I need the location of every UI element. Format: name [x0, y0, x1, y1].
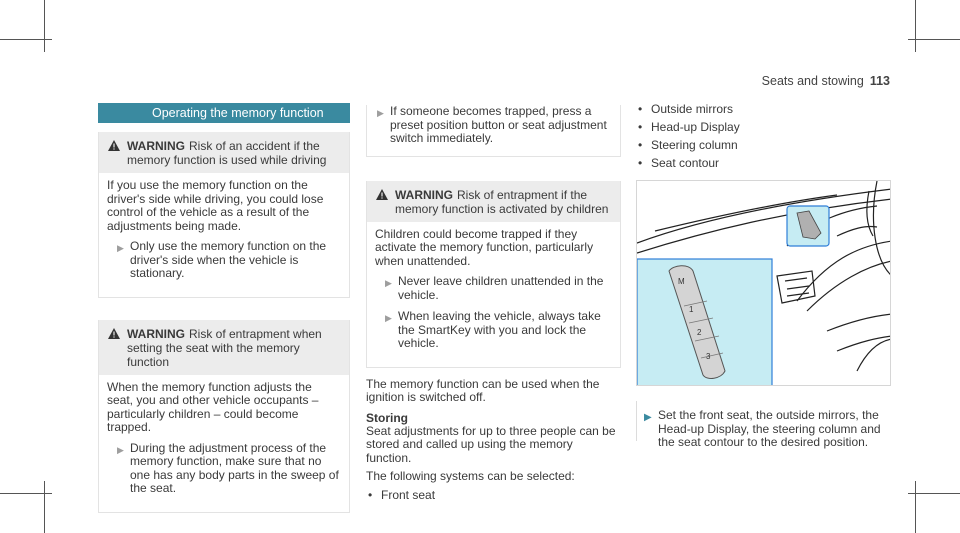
warning-label: WARNING [127, 326, 185, 341]
bullet-icon: • [638, 102, 643, 116]
instruction-step [107, 442, 339, 496]
warning-continued [366, 105, 621, 157]
left-column [98, 103, 350, 513]
step-arrow-icon: ▶ [377, 108, 384, 118]
step-text: Only use the memory function on the driver's side when the vehicle is stationary. [130, 239, 327, 280]
page-number: 113 [869, 74, 890, 88]
bullet-icon: • [368, 487, 373, 502]
warning-box [366, 181, 621, 368]
door-panel-illustration [637, 181, 891, 386]
bullet-icon: • [638, 138, 643, 152]
warning-box [98, 320, 350, 513]
warning-headline: Risk of entrapment when setting the seat with the memory function [127, 326, 322, 369]
crop-mark [915, 0, 916, 52]
step-arrow-icon: ▶ [385, 313, 392, 323]
step-text: When leaving the vehicle, always take the SmartKey with you and lock the vehicle. [398, 309, 601, 350]
warning-header [99, 320, 349, 375]
warning-headline: Risk of entrapment if the memory function is activated by children [395, 187, 609, 216]
bullet-icon: • [638, 120, 643, 134]
crop-mark [44, 481, 45, 533]
bullet-text: Head-up Display [651, 120, 740, 134]
memory-button-1-label: 1 [689, 305, 694, 314]
bullet-text: Seat contour [651, 156, 720, 170]
section-heading: Operating the memory function [98, 103, 350, 123]
step-text: Set the front seat, the outside mirrors, the Head-up Display, the steering column and the seat contour to the desired position. [658, 408, 881, 449]
memory-button-m-label: M [678, 277, 685, 286]
step-arrow-icon: ▶ [117, 243, 124, 253]
bullet-item [366, 486, 621, 504]
warning-triangle-icon [108, 140, 120, 151]
warning-headline: Risk of an accident if the memory function is used while driving [127, 139, 327, 167]
warning-label: WARNING [395, 187, 453, 202]
instruction-step [367, 105, 612, 146]
paragraph: The memory function can be used when the ignition is switched off. [366, 376, 600, 404]
warning-label: WARNING [127, 139, 185, 153]
warning-body [367, 222, 620, 367]
warning-header [99, 132, 349, 173]
crop-mark [44, 0, 45, 52]
memory-button-figure [636, 180, 891, 386]
step-arrow-icon: ▶ [117, 444, 124, 455]
instruction-step [637, 409, 893, 450]
instruction-step [375, 310, 610, 351]
bullet-text: Front seat [381, 487, 436, 502]
instruction-step [107, 240, 339, 281]
step-arrow-icon: ▶ [644, 412, 652, 423]
bullet-item [636, 118, 892, 136]
subheading-storing: Storing [366, 410, 408, 425]
bullet-text: Steering column [651, 138, 738, 152]
bullet-icon: • [638, 156, 643, 170]
step-arrow-icon: ▶ [385, 278, 392, 288]
warning-box [98, 132, 350, 298]
step-container [636, 401, 893, 449]
bullet-item [636, 100, 892, 118]
warning-header [367, 181, 620, 222]
step-text: During the adjustment process of the memory function, make sure that no one has any body parts in the sweep of the seat. [130, 440, 339, 495]
bullet-item [636, 154, 892, 172]
bullet-item [636, 136, 892, 154]
right-column [636, 100, 892, 172]
page-header [762, 74, 890, 88]
warning-text: If you use the memory function on the driver's side while driving, you could lose control of the vehicle as a result of the adjustments being made. [107, 178, 324, 233]
warning-text: When the memory function adjusts the seat, you and other vehicle occupants – particularly children – could become trapped. [107, 379, 319, 434]
crop-mark [915, 481, 916, 533]
memory-button-2-label: 2 [697, 328, 702, 337]
paragraph: The following systems can be selected: [366, 469, 575, 483]
warning-triangle-icon [108, 328, 120, 339]
step-text: Never leave children unattended in the vehicle. [398, 274, 604, 302]
warning-text: Children could become trapped if they activate the memory function, particularly when unattended. [375, 226, 594, 268]
section-title: Seats and stowing [761, 74, 864, 88]
warning-triangle-icon [376, 189, 388, 200]
warning-body [99, 173, 349, 297]
memory-button-3-label: 3 [706, 352, 711, 361]
paragraph: Seat adjustments for up to three people can be stored and called up using the memory function. [366, 423, 616, 465]
instruction-step [375, 275, 610, 302]
step-text: If someone becomes trapped, press a preset position button or seat adjustment switch immediately. [390, 104, 607, 145]
middle-column [366, 103, 621, 504]
bullet-text: Outside mirrors [651, 102, 734, 116]
warning-body [99, 375, 349, 512]
